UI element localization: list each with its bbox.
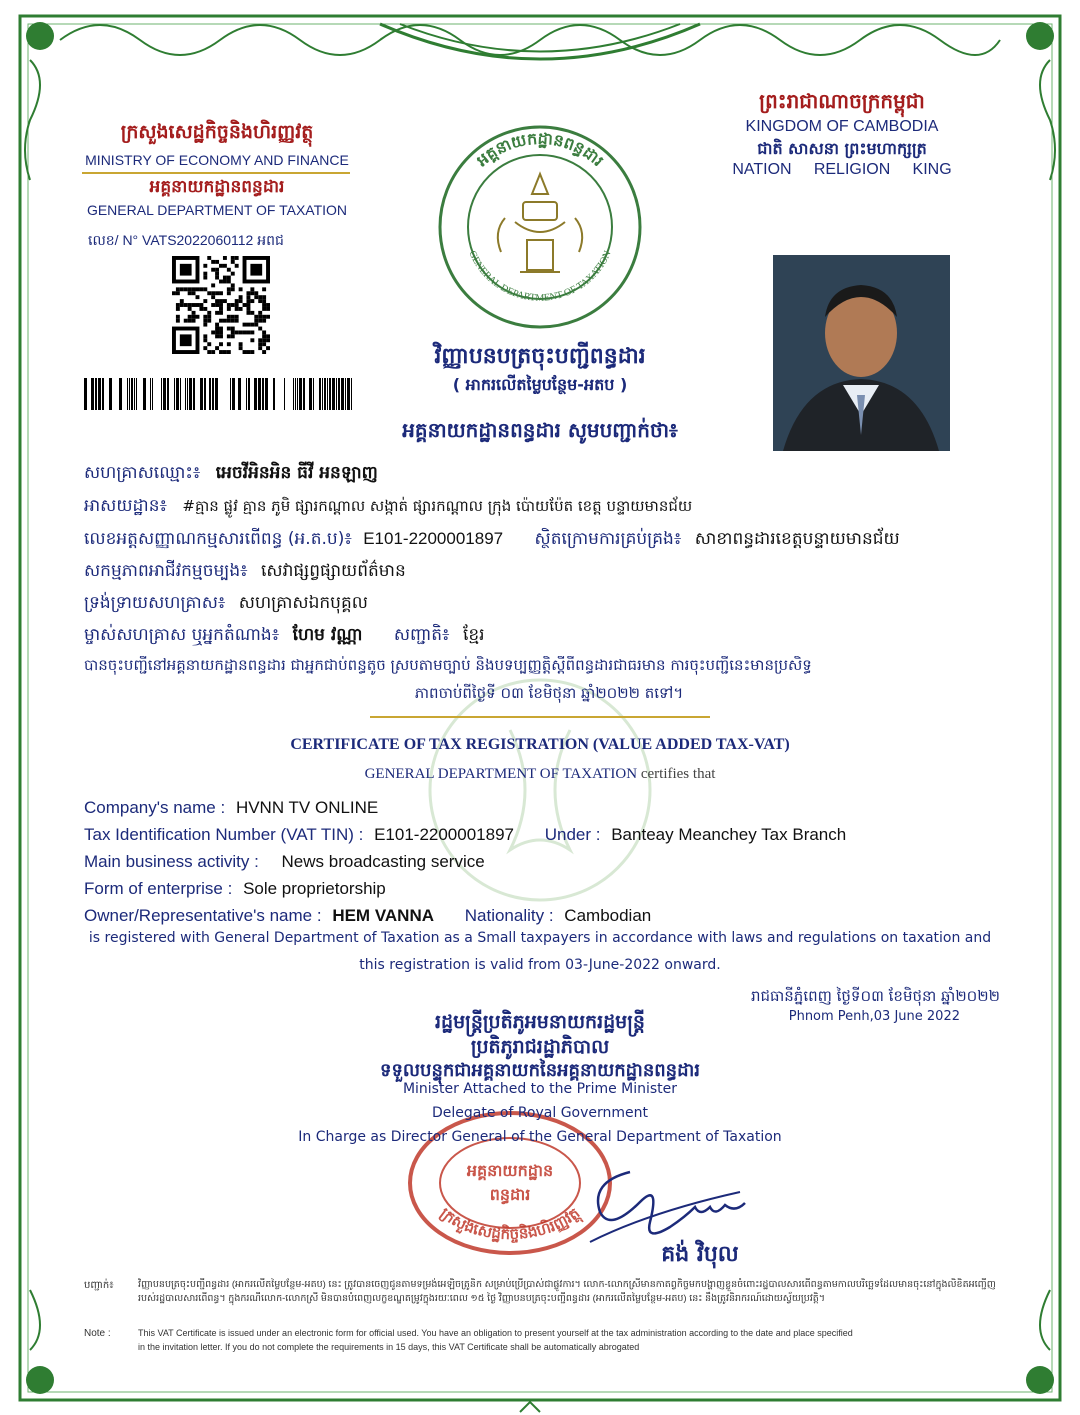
note-label-en: Note : — [84, 1328, 111, 1339]
certificate-number: លេខ/ N° VATS2022060112 អពជ — [88, 232, 284, 248]
ministry-name-en: MINISTRY OF ECONOMY AND FINANCE — [85, 152, 349, 168]
svg-text:អគ្គនាយកដ្ឋានពន្ធដារ — [473, 129, 608, 170]
en-row-owner — [84, 906, 651, 926]
signatory-title-kh-1: រដ្ឋមន្ត្រីប្រតិភូអមនាយករដ្ឋមន្ត្រី — [435, 1011, 645, 1033]
en-row-form — [84, 879, 386, 899]
seal-top-text: អគ្គនាយកដ្ឋានពន្ធដារ — [472, 128, 608, 171]
en-nationality-value: Cambodian — [564, 906, 652, 925]
kh-row-address — [84, 495, 1044, 520]
date-kh: រាជធានីភ្នំពេញ ថ្ងៃទី០៣ ខែមិថុនា ឆ្នាំ២០២២ — [750, 987, 1000, 1005]
kh-owner-value: ហែម វណ្ណា — [292, 625, 363, 645]
title-kh: វិញ្ញាបនបត្រចុះបញ្ជីពន្ធដារ — [434, 344, 646, 369]
stamp-ring-text: ក្រសួងសេដ្ឋកិច្ចនិងហិរញ្ញវត្ថុ — [436, 1203, 584, 1244]
kh-form-value: សហគ្រាសឯកបុគ្គល — [238, 593, 368, 613]
note-text-en-2: in the invitation letter. If you do not complete the requirements in 15 days, this VAT Certificate shall be automatically abrogated — [138, 1342, 640, 1352]
date-en: Phnom Penh,03 June 2022 — [788, 1009, 960, 1024]
kh-row-form — [84, 592, 368, 617]
kingdom-name-kh: ព្រះរាជាណាចក្រកម្ពុជា — [759, 89, 925, 113]
motto-kh: ជាតិ សាសនា ព្រះមហាក្សត្រ — [757, 139, 927, 158]
signatory-name-kh: គង់ វិបុល — [661, 1242, 739, 1267]
en-activity-value: News broadcasting service — [281, 852, 485, 871]
kh-nationality-value: ខ្មែរ — [462, 625, 485, 645]
kh-activity-label: សកម្មភាពអាជីវកម្មចម្បង៖ — [84, 561, 248, 581]
signatory-title-en-2: Delegate of Royal Government — [431, 1105, 649, 1121]
en-form-value: Sole proprietorship — [243, 879, 386, 898]
kh-address-label: អាសយដ្ឋាន៖ — [84, 496, 168, 516]
kh-name-value: អេចវីអិនអិន ធីវី អនឡាញ — [215, 463, 378, 483]
kh-statement-line-2: ភាពចាប់ពីថ្ងៃទី ០៣ ខែមិថុនា ឆ្នាំ២០២២ តទៅ។ — [414, 684, 684, 702]
ministry-name-kh: ក្រសួងសេដ្ឋកិច្ចនិងហិរញ្ញវត្ថុ — [120, 121, 314, 143]
kh-statement-line-1: បានចុះបញ្ជីនៅអគ្គនាយកដ្ឋានពន្ធដារ ជាអ្នកជាប់ពន្ធតូច ស្របតាមច្បាប់ និងបទប្បញ្ញត្តិស្តីពីពន្ធដារជាធរមាន ការចុះបញ្ជីនេះមានប្រសិទ្ធ — [84, 656, 812, 674]
qr-code — [172, 256, 270, 354]
certify-verb-en: certifies that — [637, 766, 716, 782]
kh-under-label: ស្ថិតក្រោមការគ្រប់គ្រង៖ — [534, 529, 682, 549]
certify-statement-kh: អគ្គនាយកដ្ឋានពន្ធដារ សូមបញ្ជាក់ថា៖ — [402, 418, 678, 442]
en-tin-value: E101-2200001897 — [374, 825, 514, 844]
barcode — [82, 378, 354, 410]
kh-row-name — [84, 462, 378, 487]
en-statement-line-1: is registered with General Department of Taxation as a Small taxpayers in accordance with laws and regulations on taxation and — [88, 930, 992, 946]
en-company-value: HVNN TV ONLINE — [235, 798, 379, 817]
en-owner-label: Owner/Representative's name : — [84, 906, 322, 925]
en-under-value: Banteay Meanchey Tax Branch — [611, 825, 847, 844]
kh-row-activity — [84, 560, 406, 585]
department-name-kh: អគ្គនាយកដ្ឋានពន្ធដារ — [149, 177, 285, 197]
department-seal — [435, 122, 645, 332]
owner-photo — [773, 255, 950, 451]
en-statement-line-2: this registration is valid from 03-June-2022 onward. — [359, 957, 721, 973]
signatory-title-en-1: Minister Attached to the Prime Minister — [402, 1081, 678, 1097]
kingdom-name-en: KINGDOM OF CAMBODIA — [745, 118, 939, 135]
note-text-en-1: This VAT Certificate is issued under an electronic form for official used. You have an obligation to present yourself at the tax administration according to the date and place specified — [138, 1328, 853, 1338]
signatory-title-kh-2: ប្រតិភូរាជរដ្ឋាភិបាល — [470, 1036, 610, 1058]
stamp-center-line-1: អគ្គនាយកដ្ឋាន — [466, 1161, 554, 1180]
en-row-tin — [84, 825, 846, 845]
kh-owner-label: ម្ចាស់សហគ្រាស ឬអ្នកតំណាង៖ — [84, 625, 280, 645]
section-divider — [370, 716, 710, 718]
certify-dept-en: GENERAL DEPARTMENT OF TAXATION — [364, 766, 638, 782]
signatory-title-en-3: In Charge as Director General of the General Department of Taxation — [298, 1129, 782, 1145]
en-company-label: Company's name : — [84, 798, 226, 817]
note-label-kh: បញ្ជាក់៖ — [84, 1280, 114, 1291]
svg-text:GENERAL DEPARTMENT OF TAXATION — [466, 249, 613, 304]
en-row-activity — [84, 852, 485, 872]
department-name-en: GENERAL DEPARTMENT OF TAXATION — [86, 202, 348, 218]
en-tin-label: Tax Identification Number (VAT TIN) : — [84, 825, 364, 844]
note-text-kh: វិញ្ញាបនបត្រចុះបញ្ជីពន្ធដារ (អាករលើតម្លៃបន្ថែម-អតប) នេះ ត្រូវបានចេញជូនតាមទម្រង់អេឡិចត្រូនិក សម្រាប់ប្រើប្រាស់ជាផ្លូវការ។ លោក-លោកស្រីមានកាតព្វកិច្ចមកបង្ហាញខ្លួនចំពោះរដ្ឋបាលសារពើពន្ធតាមកាលបរិច្ឆេទដែលមានចុះនៅក្នុងលិខិតអញ្ជើញរបស់រដ្ឋបាលសារពើពន្ធ។ ក្នុងករណីលោក-លោកស្រី មិនបានបំពេញលក្ខខណ្ឌតម្រូវក្នុងរយៈពេល ១៥ ថ្ងៃ វិញ្ញាបនបត្រចុះបញ្ជីពន្ធដារ (អាករលើតម្លៃបន្ថែម-អតប) នេះ នឹងត្រូវនិរាករណ៍ដោយស្វ័យប្រវត្តិ។ — [138, 1279, 996, 1304]
kh-nationality-label: សញ្ជាតិ៖ — [393, 625, 450, 645]
kh-activity-value: សេវាផ្សព្វផ្សាយព័ត៌មាន — [261, 561, 406, 581]
en-owner-value: HEM VANNA — [332, 906, 434, 925]
en-row-company — [84, 798, 378, 818]
certify-statement-en — [140, 766, 940, 783]
en-nationality-label: Nationality : — [464, 906, 554, 925]
stamp-center-line-2: ពន្ធដារ — [489, 1185, 531, 1204]
kh-name-label: សហគ្រាសឈ្មោះ៖ — [84, 463, 201, 483]
kh-address-value: #គ្មាន ផ្លូវ គ្មាន ភូមិ ផ្សារកណ្ដាល សង្កាត់ ផ្សារកណ្ដាល ក្រុង ប៉ោយប៉ែត ខេត្ត បន្ទាយមានជ័យ — [182, 497, 693, 515]
kh-form-label: ទ្រង់ទ្រាយសហគ្រាស៖ — [84, 593, 226, 613]
kh-under-value: សាខាពន្ធដារខេត្តបន្ទាយមានជ័យ — [694, 529, 900, 549]
en-under-label: Under : — [544, 825, 601, 844]
motto-en: NATION RELIGION KING — [732, 161, 952, 178]
kh-row-tin — [84, 528, 900, 553]
kh-tin-label: លេខអត្តសញ្ញាណកម្មសារពើពន្ធ (អ.ត.ប)៖ — [84, 529, 352, 549]
seal-bottom-text: GENERAL DEPARTMENT OF TAXATION — [466, 249, 614, 304]
kh-row-owner — [84, 624, 485, 649]
handwritten-signature — [560, 1152, 760, 1252]
en-form-label: Form of enterprise : — [84, 879, 233, 898]
en-activity-label: Main business activity : — [84, 852, 259, 871]
kh-tin-value: E101-2200001897 — [363, 529, 504, 548]
ministry-divider — [82, 172, 350, 174]
title-sub-kh: ( អាករលើតម្លៃបន្ថែម-អតប ) — [452, 375, 628, 394]
title-en: CERTIFICATE OF TAX REGISTRATION (VALUE ADDED TAX-VAT) — [290, 736, 790, 753]
signatory-title-kh-3: ទទួលបន្ទុកជាអគ្គនាយកនៃអគ្គនាយកដ្ឋានពន្ធដារ — [380, 1060, 700, 1081]
